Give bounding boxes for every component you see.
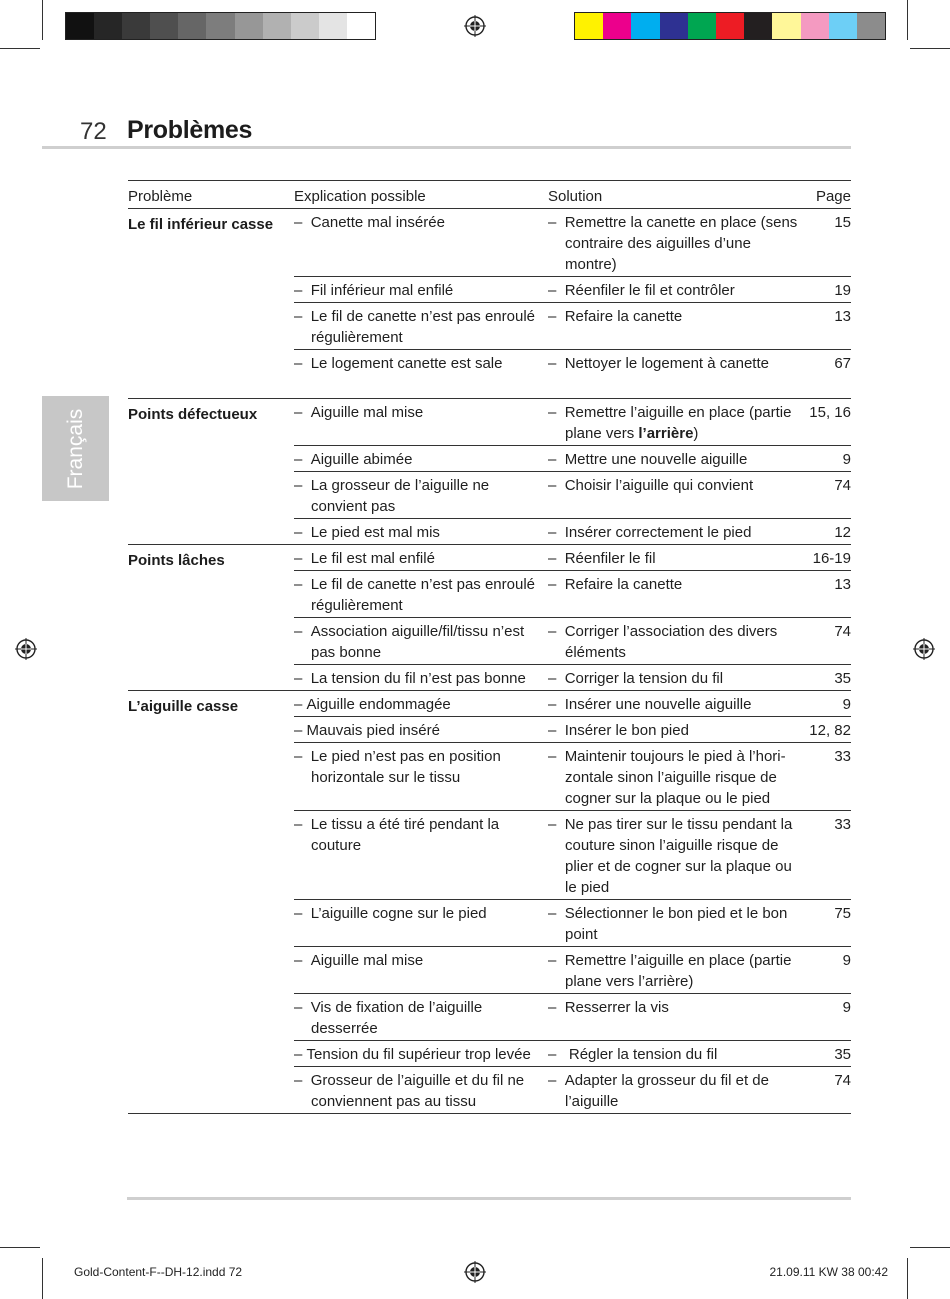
explanation-cell: – Mauvais pied inséré bbox=[294, 720, 548, 741]
color-swatch bbox=[603, 13, 631, 39]
table-row bbox=[294, 994, 851, 1041]
color-swatch bbox=[772, 13, 800, 39]
table-row bbox=[294, 277, 851, 303]
page-cell: 16-19 bbox=[812, 550, 851, 567]
footer-date-info: 21.09.11 KW 38 00:42 bbox=[769, 1265, 888, 1279]
explanation-cell: – La grosseur de l’aiguille ne convient pas bbox=[294, 475, 548, 517]
table-row bbox=[294, 399, 851, 446]
solution-cell: – Réenfiler le fil bbox=[548, 548, 802, 569]
page-cell: 35 bbox=[834, 1046, 851, 1063]
color-swatch bbox=[857, 13, 885, 39]
solution-cell: – Choisir l’aiguille qui convient bbox=[548, 475, 802, 517]
page-cell: 13 bbox=[834, 308, 851, 325]
color-swatch bbox=[150, 13, 178, 39]
page-cell: 12, 82 bbox=[809, 722, 851, 739]
explanation-cell: – Le pied est mal mis bbox=[294, 522, 548, 543]
page-cell: 19 bbox=[834, 282, 851, 299]
explanation-cell: – Vis de fixation de l’aiguille desserrée bbox=[294, 997, 548, 1039]
problem-group bbox=[128, 398, 851, 544]
page-cell: 74 bbox=[834, 623, 851, 640]
solution-cell: – Insérer correctement le pied bbox=[548, 522, 802, 543]
problem-group bbox=[128, 544, 851, 690]
explanation-cell: – Le fil de canette n’est pas enroulé régulièrement bbox=[294, 574, 548, 616]
solution-cell: – Resserrer la vis bbox=[548, 997, 802, 1039]
color-swatch bbox=[347, 13, 375, 39]
solution-cell: – Insérer une nouvelle aiguille bbox=[548, 694, 802, 715]
solution-cell: – Sélectionner le bon pied et le bon point bbox=[548, 903, 802, 945]
explanation-cell: – Grosseur de l’aiguille et du fil ne conviennent pas au tissu bbox=[294, 1070, 548, 1112]
explanation-cell: – L’aiguille cogne sur le pied bbox=[294, 903, 548, 945]
page-cell: 13 bbox=[834, 576, 851, 593]
table-row bbox=[294, 350, 851, 398]
header-problem: Problème bbox=[128, 188, 193, 205]
problem-name: Points défectueux bbox=[128, 406, 258, 423]
table-row bbox=[294, 618, 851, 665]
table-row bbox=[294, 947, 851, 994]
crop-mark bbox=[907, 0, 908, 40]
page-cell: 33 bbox=[834, 748, 851, 765]
language-tab bbox=[42, 396, 109, 501]
solution-cell: – Réenfiler le fil et contrôler bbox=[548, 280, 802, 301]
table-row bbox=[294, 665, 851, 690]
solution-emphasis: l’arrière bbox=[638, 425, 694, 442]
explanation-cell: – Le fil de canette n’est pas enroulé régulièrement bbox=[294, 306, 548, 348]
page-title: Problèmes bbox=[127, 116, 253, 144]
table-row bbox=[294, 717, 851, 743]
table-row bbox=[294, 209, 851, 277]
table-row bbox=[294, 571, 851, 618]
header-page: Page bbox=[815, 188, 851, 205]
explanation-cell: – Le fil est mal enfilé bbox=[294, 548, 548, 569]
color-swatch bbox=[660, 13, 688, 39]
solution-end: ) bbox=[693, 425, 699, 442]
color-swatch bbox=[829, 13, 857, 39]
page-cell: 74 bbox=[834, 477, 851, 494]
color-swatch bbox=[319, 13, 347, 39]
table-row bbox=[294, 811, 851, 900]
explanation-cell: – Le tissu a été tiré pendant la couture bbox=[294, 814, 548, 898]
color-swatch bbox=[688, 13, 716, 39]
solution-cell bbox=[548, 402, 802, 444]
solution-cell: – Corriger l’association des divers éléments bbox=[548, 621, 802, 663]
solution-cell: – Refaire la canette bbox=[548, 574, 802, 616]
page-cell: 9 bbox=[842, 952, 851, 969]
color-swatch bbox=[94, 13, 122, 39]
registration-mark-icon bbox=[15, 638, 37, 660]
page-cell: 9 bbox=[842, 696, 851, 713]
crop-mark bbox=[0, 1247, 40, 1248]
explanation-cell: – Association aiguille/fil/tissu n’est pas bonne bbox=[294, 621, 548, 663]
crop-mark bbox=[910, 1247, 950, 1248]
table-row bbox=[294, 1067, 851, 1113]
explanation-cell: – Canette mal insérée bbox=[294, 212, 548, 275]
color-swatch bbox=[631, 13, 659, 39]
solution-cell: – Insérer le bon pied bbox=[548, 720, 802, 741]
crop-mark bbox=[42, 0, 43, 40]
page-cell: 12 bbox=[834, 524, 851, 541]
table-row bbox=[294, 743, 851, 811]
explanation-cell: – Aiguille mal mise bbox=[294, 402, 548, 444]
problem-name: Le fil inférieur casse bbox=[128, 216, 274, 233]
color-swatch bbox=[291, 13, 319, 39]
language-tab-label: Français bbox=[63, 408, 87, 489]
page-cell: 9 bbox=[842, 999, 851, 1016]
footer-rule bbox=[127, 1197, 851, 1200]
troubleshooting-table bbox=[128, 180, 851, 1114]
solution-cell: – Refaire la canette bbox=[548, 306, 802, 348]
explanation-cell: – Aiguille abimée bbox=[294, 449, 548, 470]
table-row bbox=[294, 303, 851, 350]
problem-group bbox=[128, 209, 851, 398]
problem-group bbox=[128, 690, 851, 1114]
problem-name: Points lâches bbox=[128, 552, 225, 569]
header-rule bbox=[42, 146, 851, 149]
problem-name: L’aiguille casse bbox=[128, 698, 239, 715]
footer-file-info: Gold-Content-F--DH-12.indd 72 bbox=[74, 1265, 243, 1279]
solution-cell: – Ne pas tirer sur le tissu pendant la couture sinon l’aiguille risque de plier et de cogner sur la plaque ou le pied bbox=[548, 814, 802, 898]
page-cell: 74 bbox=[834, 1072, 851, 1089]
page-number: 72 bbox=[80, 118, 107, 145]
color-swatch bbox=[744, 13, 772, 39]
color-swatch bbox=[206, 13, 234, 39]
solution-cell: – Maintenir toujours le pied à l’hori-zontale sinon l’aiguille risque de cogner sur la plaque ou le pied bbox=[548, 746, 802, 809]
explanation-cell: – Le pied n’est pas en position horizontale sur le tissu bbox=[294, 746, 548, 809]
grayscale-color-bar bbox=[65, 12, 376, 40]
explanation-cell: – Fil inférieur mal enfilé bbox=[294, 280, 548, 301]
explanation-cell: – Le logement canette est sale bbox=[294, 353, 548, 374]
page-cell: 75 bbox=[834, 905, 851, 922]
color-swatch bbox=[66, 13, 94, 39]
page-cell: 15 bbox=[834, 214, 851, 231]
color-swatch bbox=[178, 13, 206, 39]
color-swatch bbox=[575, 13, 603, 39]
page-cell: 15, 16 bbox=[809, 404, 851, 421]
page-cell: 35 bbox=[834, 670, 851, 687]
table-row bbox=[294, 545, 851, 571]
page-cell: 33 bbox=[834, 816, 851, 833]
page-cell: 67 bbox=[834, 355, 851, 372]
explanation-cell: – Aiguille mal mise bbox=[294, 950, 548, 992]
table-row bbox=[294, 691, 851, 717]
explanation-cell: – Tension du fil supérieur trop levée bbox=[294, 1044, 548, 1065]
color-swatch bbox=[716, 13, 744, 39]
crop-mark bbox=[42, 1258, 43, 1299]
process-color-bar bbox=[574, 12, 886, 40]
color-swatch bbox=[263, 13, 291, 39]
solution-cell: – Mettre une nouvelle aiguille bbox=[548, 449, 802, 470]
table-row bbox=[294, 446, 851, 472]
crop-mark bbox=[910, 48, 950, 49]
solution-cell: – Corriger la tension du fil bbox=[548, 668, 802, 689]
registration-mark-icon bbox=[464, 1261, 486, 1283]
table-row bbox=[294, 472, 851, 519]
solution-cell: – Remettre la canette en place (sens contraire des aiguilles d’une montre) bbox=[548, 212, 802, 275]
explanation-cell: – Aiguille endommagée bbox=[294, 694, 548, 715]
page-cell: 9 bbox=[842, 451, 851, 468]
table-header bbox=[128, 180, 851, 209]
solution-cell: – Remettre l’aiguille en place (partie plane vers l’arrière) bbox=[548, 950, 802, 992]
color-swatch bbox=[801, 13, 829, 39]
crop-mark bbox=[907, 1258, 908, 1299]
solution-cell: – Régler la tension du fil bbox=[548, 1044, 802, 1065]
solution-text: Remettre l’aiguille en place (partie plane vers bbox=[564, 404, 792, 442]
registration-mark-icon bbox=[464, 15, 486, 37]
explanation-cell: – La tension du fil n’est pas bonne bbox=[294, 668, 548, 689]
registration-mark-icon bbox=[913, 638, 935, 660]
color-swatch bbox=[235, 13, 263, 39]
table-row bbox=[294, 900, 851, 947]
solution-cell: – Nettoyer le logement à canette bbox=[548, 353, 802, 374]
color-swatch bbox=[122, 13, 150, 39]
table-row bbox=[294, 519, 851, 544]
header-explanation: Explication possible bbox=[294, 188, 426, 205]
crop-mark bbox=[0, 48, 40, 49]
header-solution: Solution bbox=[548, 188, 603, 205]
table-row bbox=[294, 1041, 851, 1067]
solution-cell: – Adapter la grosseur du fil et de l’aiguille bbox=[548, 1070, 802, 1112]
